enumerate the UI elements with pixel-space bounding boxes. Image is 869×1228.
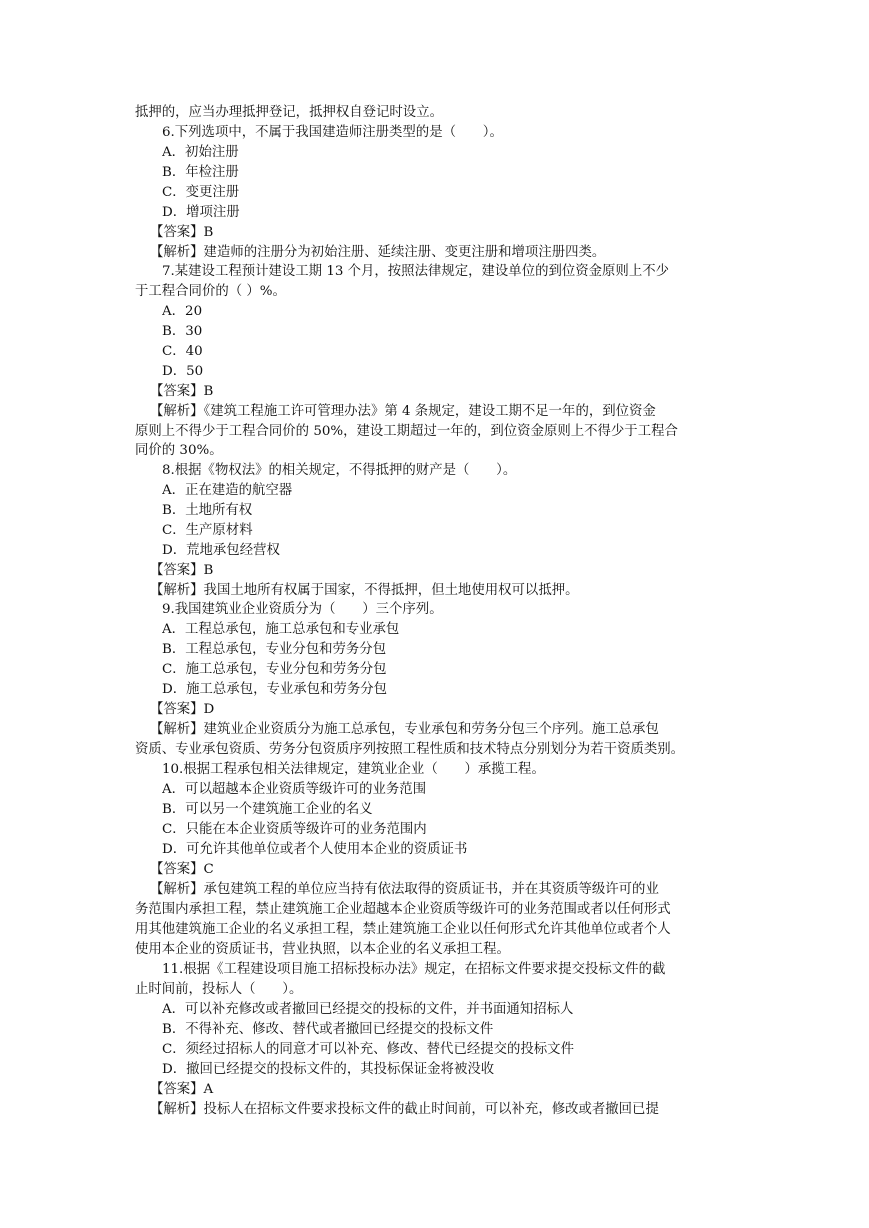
answer-line: 【答案】B — [150, 225, 214, 240]
text-line: 务范围内承担工程，禁止建筑施工企业超越本企业资质等级许可的业务范围或者以任何形式 — [135, 902, 671, 917]
text-line: 止时间前，投标人（ ）。 — [135, 982, 303, 997]
question-8: 8.根据《物权法》的相关规定，不得抵押的财产是（ ）。 — [162, 463, 517, 478]
answer-line: 【答案】A — [150, 1082, 214, 1097]
option-c: C．40 — [162, 344, 203, 359]
explanation-line: 【解析】建造师的注册分为初始注册、延续注册、变更注册和增项注册四类。 — [150, 245, 606, 260]
answer-line: 【答案】B — [150, 384, 214, 399]
option-b: B．30 — [162, 324, 203, 339]
answer-line: 【答案】C — [150, 862, 214, 877]
explanation-line: 【解析】建筑业企业资质分为施工总承包，专业承包和劳务分包三个序列。施工总承包 — [150, 722, 659, 737]
option-a: A．初始注册 — [162, 145, 239, 160]
option-c: C．生产原材料 — [162, 523, 253, 538]
option-d: D．50 — [162, 364, 204, 379]
question-11: 11.根据《工程建设项目施工招标投标办法》规定，在招标文件要求提交投标文件的截 — [162, 962, 666, 977]
text-line: 原则上不得少于工程合同价的 50%，建设工期超过一年的，到位资金原则上不得少于工程合 — [135, 424, 678, 439]
question-6: 6.下列选项中，不属于我国建造师注册类型的是（ ）。 — [162, 125, 503, 140]
text-line: 同价的 30%。 — [135, 443, 223, 458]
option-d: D．施工总承包，专业承包和劳务分包 — [162, 682, 387, 697]
option-c: C．只能在本企业资质等级许可的业务范围内 — [162, 822, 427, 837]
option-b: B．土地所有权 — [162, 503, 253, 518]
text-line: 使用本企业的资质证书，营业执照，以本企业的名义承担工程。 — [135, 942, 510, 957]
option-a: A．可以超越本企业资质等级许可的业务范围 — [162, 782, 427, 797]
option-a: A．20 — [162, 304, 203, 319]
explanation-line: 【解析】投标人在招标文件要求投标文件的截止时间前，可以补充，修改或者撤回已提 — [150, 1102, 659, 1117]
option-c: C．施工总承包，专业分包和劳务分包 — [162, 662, 387, 677]
option-b: B．可以另一个建筑施工企业的名义 — [162, 802, 373, 817]
option-d: D．可允许其他单位或者个人使用本企业的资质证书 — [162, 842, 468, 857]
option-d: D．增项注册 — [162, 205, 240, 220]
answer-line: 【答案】D — [150, 702, 215, 717]
text-line: 抵押的，应当办理抵押登记，抵押权自登记时设立。 — [135, 105, 443, 120]
explanation-line: 【解析】《建筑工程施工许可管理办法》第 4 条规定，建设工期不足一年的，到位资金 — [150, 404, 656, 419]
option-b: B．不得补充、修改、替代或者撤回已经提交的投标文件 — [162, 1022, 494, 1037]
explanation-line: 【解析】我国土地所有权属于国家，不得抵押，但土地使用权可以抵押。 — [150, 583, 579, 598]
option-b: B．工程总承包，专业分包和劳务分包 — [162, 642, 387, 657]
option-a: A．工程总承包，施工总承包和专业承包 — [162, 622, 400, 637]
question-7: 7.某建设工程预计建设工期 13 个月，按照法律规定，建设单位的到位资金原则上不少 — [162, 264, 669, 279]
option-a: A．可以补充修改或者撤回已经提交的投标的文件，并书面通知招标人 — [162, 1002, 574, 1017]
text-line: 于工程合同价的（ ）%。 — [135, 284, 286, 299]
option-c: C．变更注册 — [162, 185, 240, 200]
question-9: 9.我国建筑业企业资质分为（ ）三个序列。 — [162, 602, 443, 617]
option-a: A．正在建造的航空器 — [162, 483, 293, 498]
text-line: 资质、专业承包资质、劳务分包资质序列按照工程性质和技术特点分别划分为若干资质类别。 — [135, 742, 685, 757]
explanation-line: 【解析】承包建筑工程的单位应当持有依法取得的资质证书，并在其资质等级许可的业 — [150, 882, 659, 897]
option-d: D．撤回已经提交的投标文件的，其投标保证金将被没收 — [162, 1062, 495, 1077]
text-line: 用其他建筑施工企业的名义承担工程，禁止建筑施工企业以任何形式允许其他单位或者个人 — [135, 922, 671, 937]
answer-line: 【答案】B — [150, 563, 214, 578]
option-c: C．须经过招标人的同意才可以补充、修改、替代已经提交的投标文件 — [162, 1042, 574, 1057]
question-10: 10.根据工程承包相关法律规定，建筑业企业（ ）承揽工程。 — [162, 762, 545, 777]
option-b: B．年检注册 — [162, 165, 239, 180]
option-d: D．荒地承包经营权 — [162, 543, 280, 558]
